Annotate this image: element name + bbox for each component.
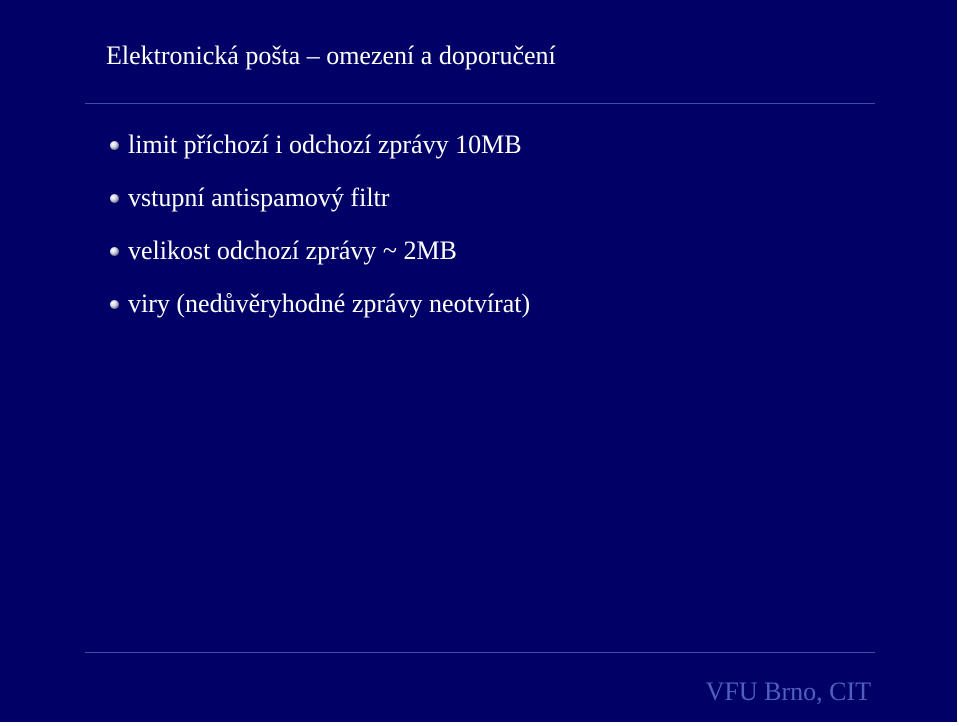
bullet-item: [110, 171, 530, 224]
sphere-bullet-icon: [110, 194, 119, 203]
bullet-text: viry (nedůvěryhodné zprávy neotvírat): [128, 288, 531, 318]
sphere-bullet-icon: [110, 300, 119, 309]
sphere-bullet-icon: [110, 141, 119, 150]
bullet-text: vstupní antispamový filtr: [128, 182, 390, 212]
sphere-bullet-icon: [110, 247, 119, 256]
bullet-item: [110, 224, 530, 277]
bullet-item: [110, 118, 530, 171]
title-divider: [85, 103, 875, 104]
bullet-text: velikost odchozí zprávy ~ 2MB: [128, 235, 457, 265]
footer-text: VFU Brno, CIT: [705, 677, 871, 706]
bullet-item: [110, 277, 530, 330]
bullet-list: [110, 118, 530, 330]
slide-title: Elektronická pošta – omezení a doporučení: [106, 41, 556, 70]
footer-divider: [85, 652, 875, 653]
bullet-text: limit příchozí i odchozí zprávy 10MB: [128, 129, 522, 159]
